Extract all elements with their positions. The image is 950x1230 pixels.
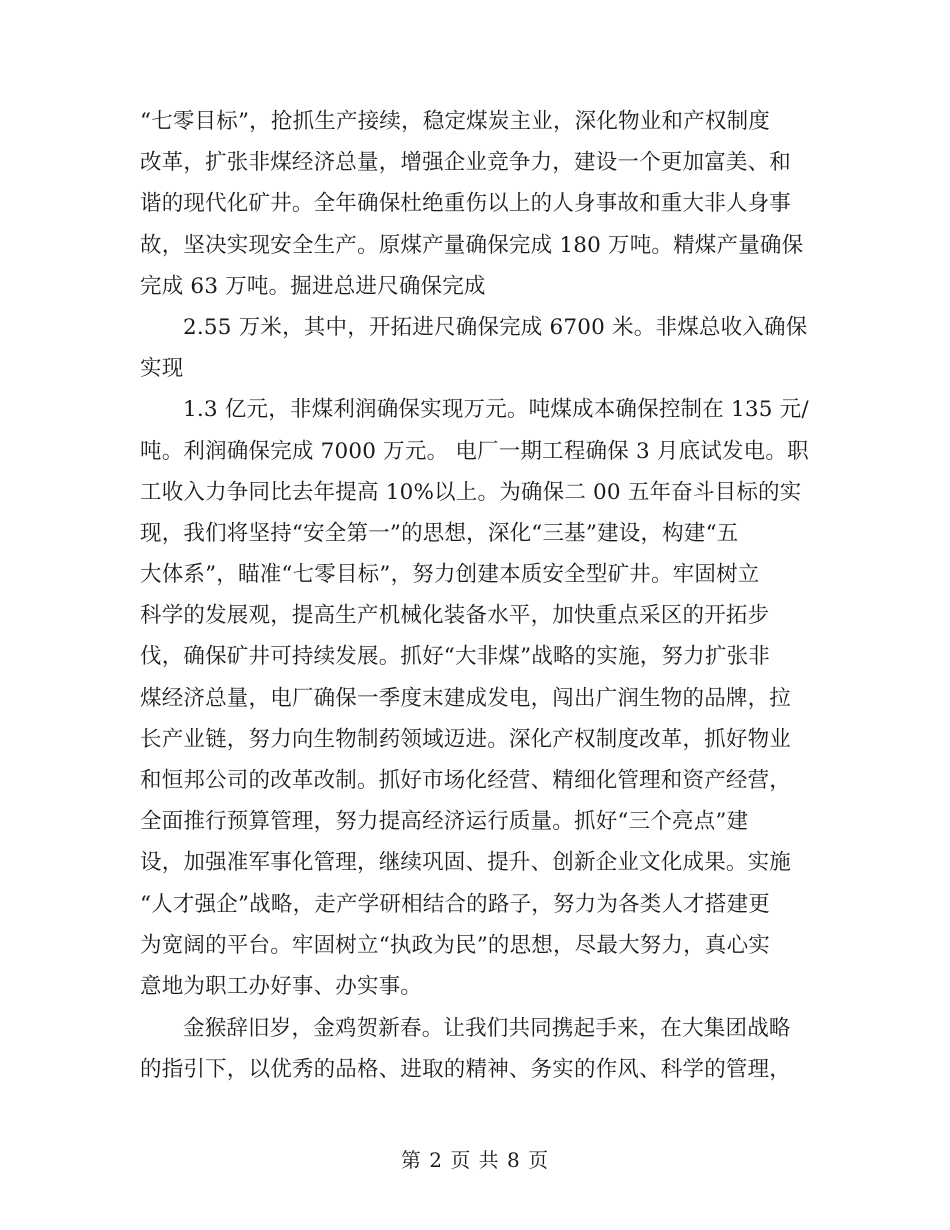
text-line: 全面推行预算管理，努力提高经济运行质量。抓好“三个亮点”建 <box>140 809 749 835</box>
text-line: 大体系”，瞄准“七零目标”，努力创建本质安全型矿井。牢固树立 <box>140 562 760 588</box>
text-line: 改革，扩张非煤经济总量，增强企业竞争力，建设一个更加富美、和 <box>140 150 792 176</box>
text-line: “人才强企”战略，走产学研相结合的路子，努力为各类人才搭建更 <box>140 891 770 917</box>
text-line: 故，坚决实现安全生产。原煤产量确保完成 180 万吨。精煤产量确保 <box>140 232 804 258</box>
text-line: 科学的发展观，提高生产机械化装备水平，加快重点采区的开拓步 <box>140 603 770 629</box>
text-line: 1.3 亿元，非煤利润确保实现万元。吨煤成本确保控制在 135 元/ <box>183 397 809 423</box>
body-text <box>140 101 810 1091</box>
text-line: 煤经济总量，电厂确保一季度末建成发电，闯出广润生物的品牌，拉 <box>140 685 792 711</box>
text-line: 吨。利润确保完成 7000 万元。 电厂一期工程确保 3 月底试发电。职 <box>140 438 809 464</box>
text-line: 实现 <box>140 356 184 382</box>
text-line: 谐的现代化矿井。全年确保杜绝重伤以上的人身事故和重大非人身事 <box>140 191 792 217</box>
text-line: 2.55 万米，其中，开拓进尺确保完成 6700 米。非煤总收入确保 <box>183 314 808 340</box>
text-line: 为宽阔的平台。牢固树立“执政为民”的思想，尽最大努力，真心实 <box>140 932 770 958</box>
text-line: 完成 63 万吨。掘进总进尺确保完成 <box>140 273 486 299</box>
text-line: 工收入力争同比去年提高 10%以上。为确保二 00 五年奋斗目标的实 <box>140 479 802 505</box>
text-line: 现，我们将坚持“安全第一”的思想，深化“三基”建设，构建“五 <box>140 520 739 546</box>
text-line: 伐，确保矿井可持续发展。抓好“大非煤”战略的实施，努力扩张非 <box>140 644 770 670</box>
text-line: “七零目标”，抢抓生产接续，稳定煤炭主业，深化物业和产权制度 <box>140 109 770 134</box>
text-line: 和恒邦公司的改革改制。抓好市场化经营、精细化管理和资产经营， <box>140 768 792 793</box>
text-line: 的指引下，以优秀的品格、进取的精神、务实的作风、科学的管理， <box>140 1057 792 1083</box>
text-line: 设，加强准军事化管理，继续巩固、提升、创新企业文化成果。实施 <box>140 850 792 876</box>
text-line: 意地为职工办好事、办实事。 <box>140 973 423 999</box>
page-footer: 第 2 页 共 8 页 <box>400 1148 550 1172</box>
text-line: 金猴辞旧岁，金鸡贺新春。让我们共同携起手来，在大集团战略 <box>183 1016 791 1042</box>
text-line: 长产业链，努力向生物制药领域迈进。深化产权制度改革，抓好物业 <box>140 726 792 752</box>
